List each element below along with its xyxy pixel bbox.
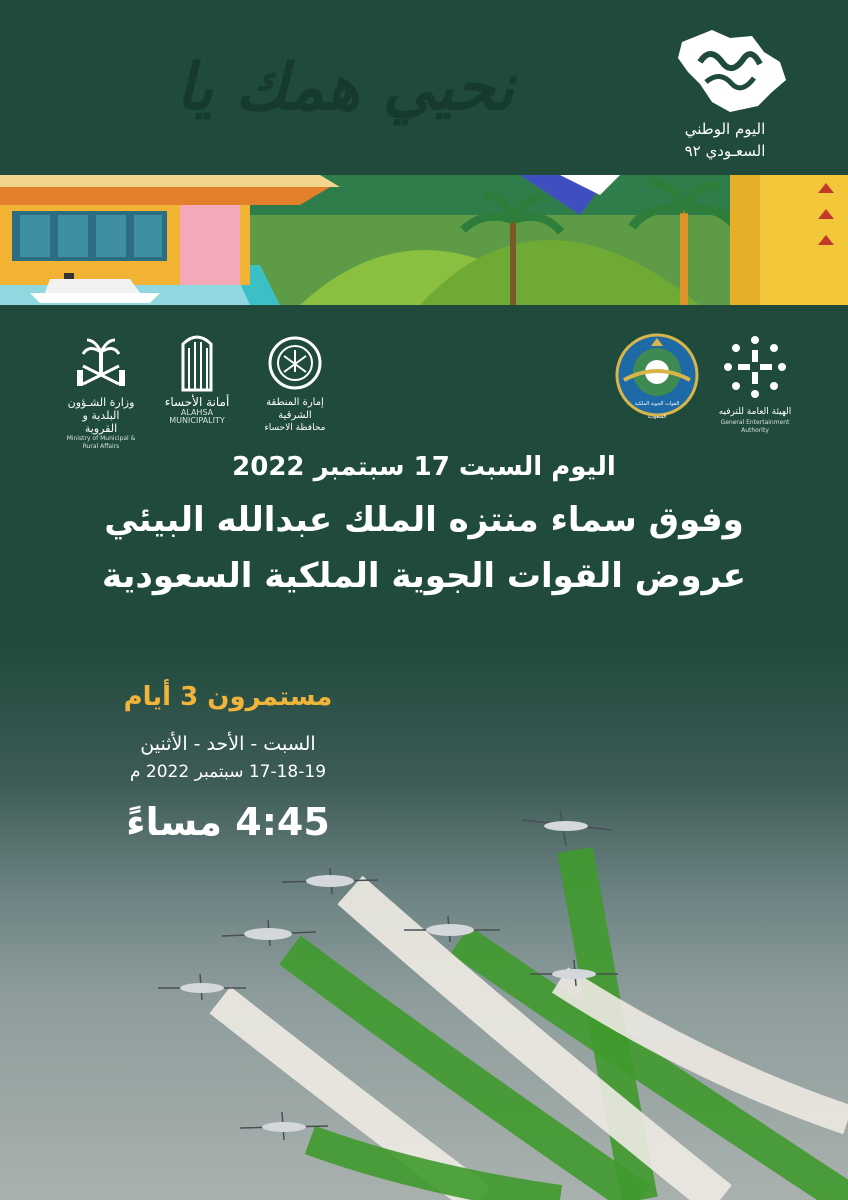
- logo-alahsa-municipality: [152, 330, 242, 425]
- duration-label: مستمرون 3 أيام: [123, 682, 333, 712]
- poster-header: [0, 0, 848, 175]
- national-day-slogan: [110, 28, 580, 158]
- gea-label-en: General Entertainment Authority: [720, 419, 790, 434]
- logo-royal-air-force: [612, 332, 702, 422]
- palm-swords-emblem-icon: [73, 336, 129, 392]
- gea-label: الهيئة العامة للترفيه: [718, 407, 792, 417]
- event-date-line: اليوم السبت 17 سبتمبر 2022: [232, 452, 616, 482]
- alahsa-municipality-label-en: ALAHSA MUNICIPALITY: [169, 408, 225, 425]
- logo-gea: [708, 332, 802, 435]
- emirate-seal-icon: [266, 334, 324, 392]
- event-venue-line: وفوق سماء منتزه الملك عبدالله البيئي: [104, 500, 744, 540]
- dates-label: 17-18-19 سبتمبر 2022 م: [129, 762, 327, 782]
- national-day-label: اليوم الوطني: [684, 120, 766, 138]
- tower-emblem-icon: [177, 330, 217, 392]
- gea-emblem-icon: [720, 332, 790, 402]
- municipal-affairs-label: وزارة الشـؤون البلدية و القروية: [67, 396, 135, 435]
- municipal-affairs-label-en: Ministry of Municipal & Rural Affairs: [66, 435, 136, 450]
- national-day-logo: [660, 22, 800, 172]
- resort-illustration: [0, 175, 848, 305]
- saudi-map-icon: [660, 22, 800, 117]
- logo-municipal-affairs: [66, 336, 136, 451]
- sponsor-logos: [0, 320, 848, 450]
- slogan-text: نحيي همك يا: [175, 50, 515, 125]
- royal-air-force-label: القوات الجوية الملكية السعودية: [634, 401, 680, 420]
- airshow-photo: [0, 790, 848, 1200]
- logo-eastern-province: [250, 334, 340, 435]
- alahsa-municipality-label: أمانة الأحساء: [164, 395, 230, 409]
- show-time: 4:45 مساءً: [126, 800, 330, 844]
- jets-smoke-trails: [0, 790, 848, 1200]
- eastern-province-label: إمارة المنطقة الشرقية: [266, 397, 324, 421]
- event-show-line: عروض القوات الجوية الملكية السعودية: [102, 556, 746, 596]
- illustration-banner: [0, 175, 848, 305]
- national-day-number: السعـودي ٩٢: [684, 142, 766, 160]
- eastern-province-sublabel: محافظة الاحساء: [264, 423, 326, 433]
- weekdays-label: السبت - الأحد - الأثنين: [140, 733, 316, 755]
